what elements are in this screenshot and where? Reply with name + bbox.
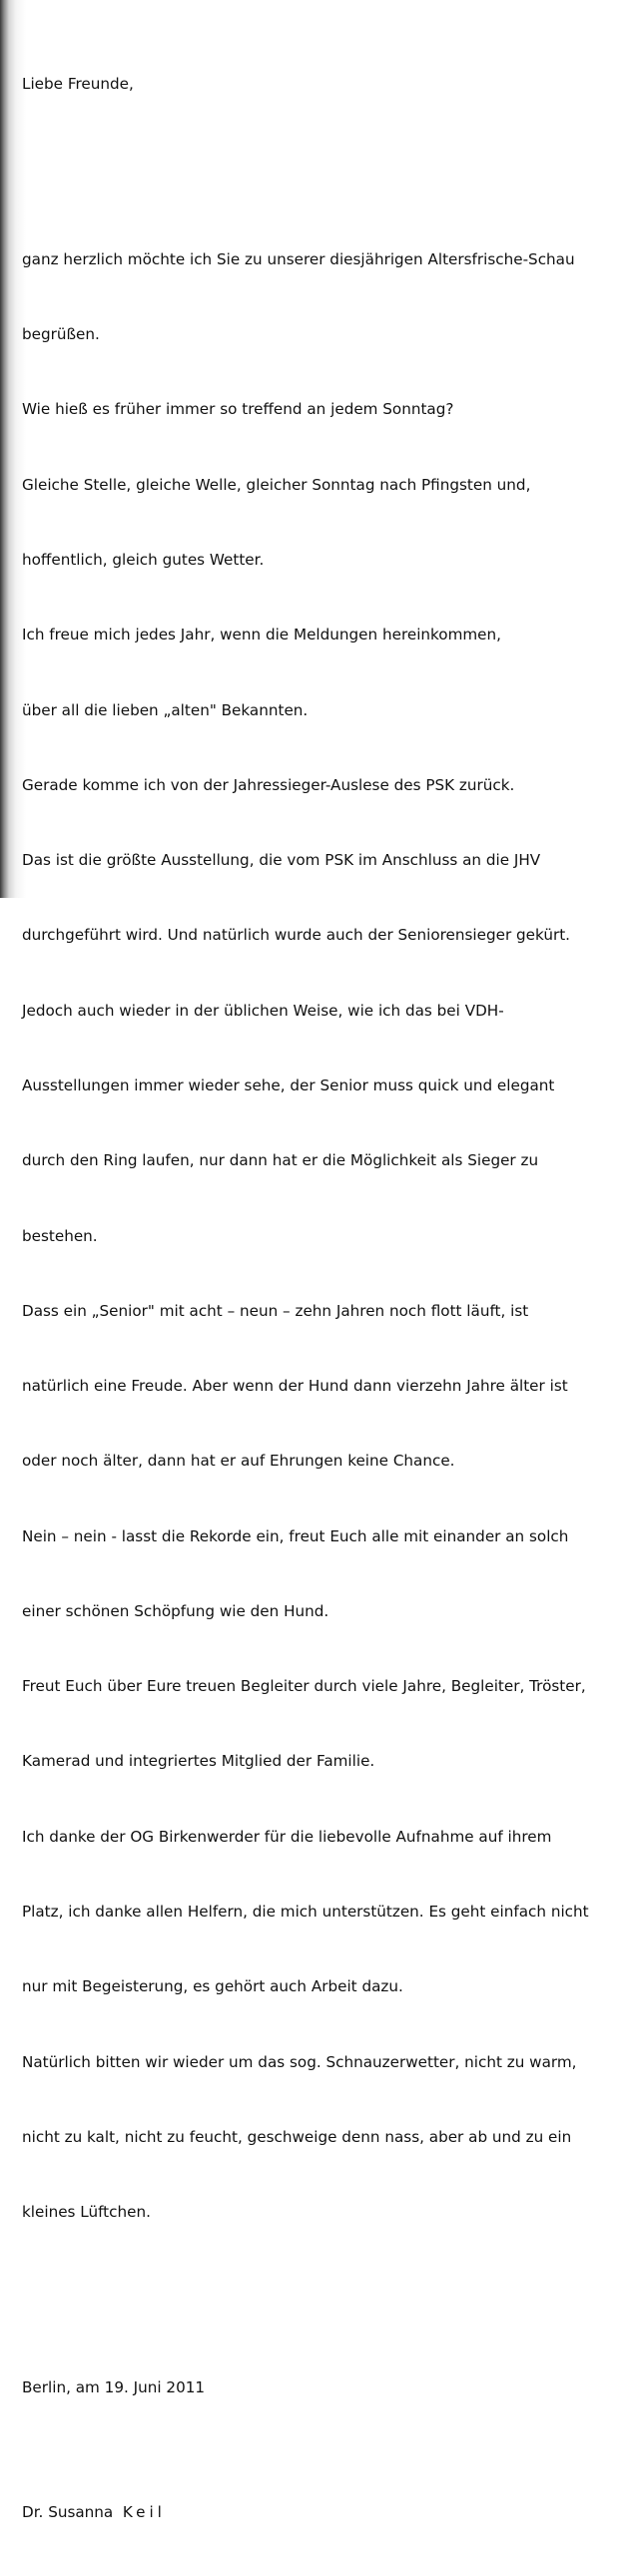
letter-line: Nein – nein - lasst die Rekorde ein, freut Euch alle mit einander an solch [22, 1526, 569, 1545]
letter-line: Platz, ich danke allen Helfern, die mich unterstützen. Es geht einfach nicht [22, 1903, 589, 1922]
letter-body [22, 22, 626, 2576]
letter-line: bestehen. [22, 1226, 98, 1245]
letter-line: kleines Lüftchen. [22, 2203, 151, 2222]
letter-line: ganz herzlich möchte ich Sie zu unserer diesjährigen Altersfrische-Schau [22, 249, 575, 268]
letter-line: oder noch älter, dann hat er auf Ehrungen keine Chance. [22, 1452, 455, 1471]
letter-line: nur mit Begeisterung, es gehört auch Arbeit dazu. [22, 1977, 403, 1996]
letter-greeting: Liebe Freunde, [22, 75, 134, 94]
letter-line: Ausstellungen immer wieder sehe, der Senior muss quick und elegant [22, 1075, 555, 1094]
letter-signature [22, 2500, 626, 2525]
letter-line: Gerade komme ich von der Jahressieger-Auslese des PSK zurück. [22, 775, 515, 794]
letter-line: Natürlich bitten wir wieder um das sog. Schnauzerwetter, nicht zu warm, [22, 2052, 577, 2071]
signature-surname: Keil [122, 2503, 166, 2522]
letter-line: Kamerad und integriertes Mitglied der Familie. [22, 1752, 375, 1771]
letter-line: begrüßen. [22, 325, 100, 344]
letter-line: nicht zu kalt, nicht zu feucht, geschweige denn nass, aber ab und zu ein [22, 2127, 572, 2146]
letter-line: Das ist die größte Ausstellung, die vom PSK im Anschluss an die JHV [22, 851, 541, 870]
letter-text [22, 198, 626, 2276]
letter-line: Ich freue mich jedes Jahr, wenn die Meldungen hereinkommen, [22, 626, 501, 644]
letter-line: durchgeführt wird. Und natürlich wurde auch der Seniorensieger gekürt. [22, 926, 571, 945]
letter-date: Berlin, am 19. Juni 2011 [22, 2377, 206, 2396]
letter-line: Ich danke der OG Birkenwerder für die liebevolle Aufnahme auf ihrem [22, 1827, 552, 1846]
signature-first-name: Dr. Susanna [22, 2503, 114, 2522]
letter-line: Wie hieß es früher immer so treffend an jedem Sonntag? [22, 400, 454, 419]
letter-line: einer schönen Schöpfung wie den Hund. [22, 1601, 329, 1620]
letter-line: Dass ein „Senior" mit acht – neun – zehn Jahren noch flott läuft, ist [22, 1301, 529, 1320]
letter-line: Gleiche Stelle, gleiche Welle, gleicher Sonntag nach Pfingsten und, [22, 475, 531, 494]
letter-line: hoffentlich, gleich gutes Wetter. [22, 550, 265, 569]
letter-line: über all die lieben „alten" Bekannten. [22, 700, 309, 719]
letter-line: durch den Ring laufen, nur dann hat er die Möglichkeit als Sieger zu [22, 1151, 539, 1170]
letter-line: Freut Euch über Eure treuen Begleiter durch viele Jahre, Begleiter, Tröster, [22, 1677, 586, 1696]
letter-line: natürlich eine Freude. Aber wenn der Hund dann vierzehn Jahre älter ist [22, 1377, 568, 1396]
letter-line: Jedoch auch wieder in der üblichen Weise, wie ich das bei VDH- [22, 1001, 504, 1020]
